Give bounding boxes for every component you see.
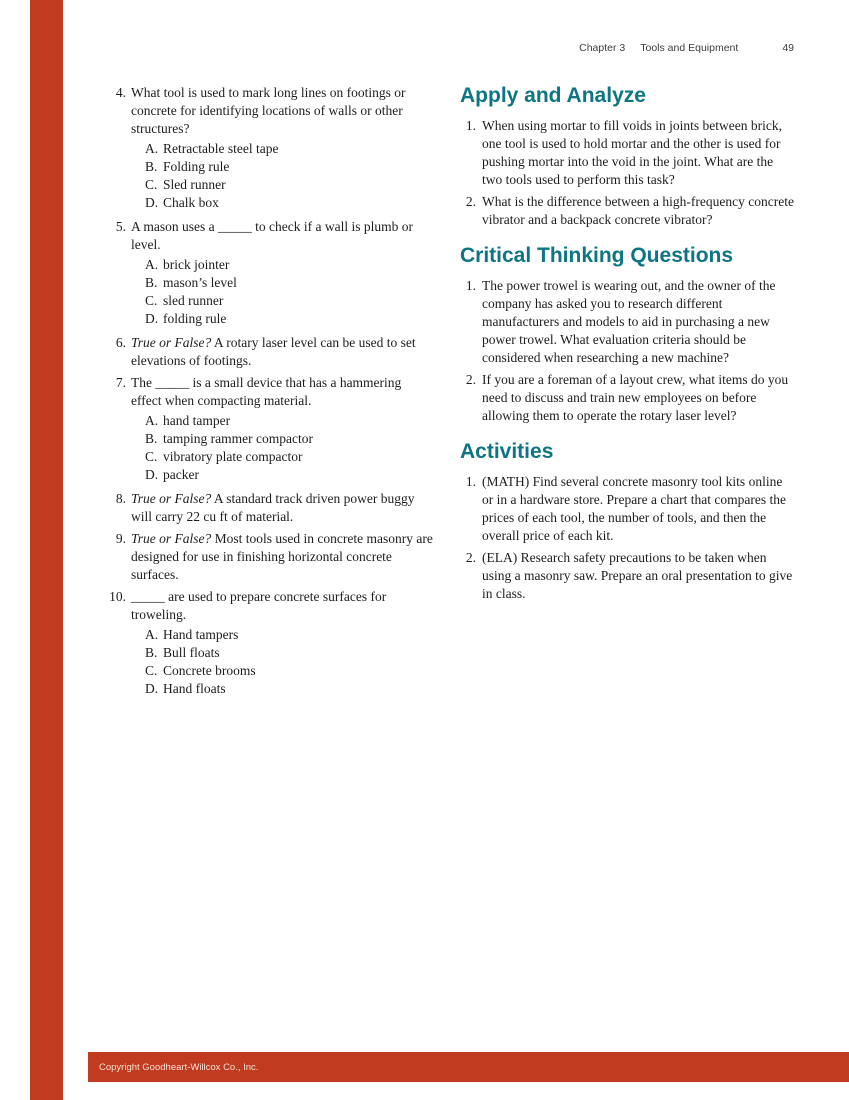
choice-text: brick jointer xyxy=(163,257,230,272)
chapter-label: Chapter 3 xyxy=(579,42,626,54)
question-text xyxy=(131,84,434,138)
item-text: (ELA) Research safety precautions to be taken when using a masonry saw. Prepare an oral presentation to give in class. xyxy=(482,550,793,601)
question-text-main: A standard track driven power buggy will carry 22 cu ft of material. xyxy=(131,491,415,524)
answer-choices xyxy=(145,140,434,212)
choice-letter: D. xyxy=(145,311,159,326)
question-number: 7. xyxy=(115,375,126,390)
question-item xyxy=(104,218,434,330)
answer-choice xyxy=(145,274,434,292)
item-number: 1. xyxy=(465,278,476,293)
question-number: 5. xyxy=(115,219,126,234)
choice-letter: B. xyxy=(145,431,158,446)
choice-letter: C. xyxy=(145,177,158,192)
left-accent-stripe xyxy=(30,0,63,1100)
choice-letter: B. xyxy=(145,159,158,174)
choice-text: sled runner xyxy=(163,293,224,308)
question-text xyxy=(131,218,434,254)
question-body xyxy=(131,530,434,584)
answer-choices xyxy=(145,256,434,328)
choice-letter: A. xyxy=(145,627,159,642)
page-content xyxy=(104,84,794,704)
choice-text: hand tamper xyxy=(163,413,231,428)
answer-choice xyxy=(145,292,434,310)
answer-choice xyxy=(145,140,434,158)
question-text-main: _____ are used to prepare concrete surfaces for troweling. xyxy=(131,589,387,622)
section-item xyxy=(460,473,794,545)
choice-text: tamping rammer compactor xyxy=(163,431,313,446)
section-item xyxy=(460,371,794,425)
answer-choice xyxy=(145,158,434,176)
answer-choice xyxy=(145,430,434,448)
question-item xyxy=(104,530,434,584)
question-body xyxy=(131,334,434,370)
item-text: (MATH) Find several concrete masonry tool kits online or in a hardware store. Prepare a chart that compares the prices of each tool, the number of tools, and then the overall price of each kit. xyxy=(482,474,786,543)
choice-letter: D. xyxy=(145,467,159,482)
question-item xyxy=(104,374,434,486)
answer-choices xyxy=(145,412,434,484)
choice-letter: D. xyxy=(145,681,159,696)
section-apply-and-analyze xyxy=(460,84,794,229)
choice-text: vibratory plate compactor xyxy=(163,449,303,464)
section-critical-thinking-questions xyxy=(460,244,794,425)
copyright-text: Copyright Goodheart-Willcox Co., Inc. xyxy=(99,1061,259,1073)
question-body xyxy=(131,218,434,330)
item-number: 1. xyxy=(465,474,476,489)
question-item xyxy=(104,84,434,214)
choice-text: Hand floats xyxy=(163,681,226,696)
page-header xyxy=(0,42,794,54)
answer-choice xyxy=(145,176,434,194)
question-body xyxy=(131,588,434,700)
question-number: 10. xyxy=(109,589,126,604)
question-text-main: The _____ is a small device that has a hammering effect when compacting material. xyxy=(131,375,402,408)
choice-text: Folding rule xyxy=(163,159,230,174)
answer-choices xyxy=(145,626,434,698)
question-text-main: A mason uses a _____ to check if a wall is plumb or level. xyxy=(131,219,413,252)
question-text-main: A rotary laser level can be used to set elevations of footings. xyxy=(131,335,416,368)
question-text-main: What tool is used to mark long lines on footings or concrete for identifying locations of walls or other structures? xyxy=(131,85,406,136)
choice-letter: A. xyxy=(145,257,159,272)
answer-choice xyxy=(145,448,434,466)
item-number: 2. xyxy=(465,372,476,387)
sections-column xyxy=(460,84,794,704)
answer-choice xyxy=(145,412,434,430)
item-text: When using mortar to fill voids in joints between brick, one tool is used to hold mortar and the other is used for pushing mortar into the void in the joint. What are the two tools used to perform this task? xyxy=(482,118,782,187)
answer-choice xyxy=(145,662,434,680)
choice-letter: C. xyxy=(145,293,158,308)
section-activities xyxy=(460,440,794,603)
choice-text: Retractable steel tape xyxy=(163,141,279,156)
question-number: 8. xyxy=(115,491,126,506)
question-text xyxy=(131,588,434,624)
choice-text: Bull floats xyxy=(163,645,220,660)
item-text: The power trowel is wearing out, and the owner of the company has asked you to research different manufacturers and models to aid in purchasing a new power trowel. What evaluation criteria should be considered when researching a new machine? xyxy=(482,278,776,365)
section-heading: Activities xyxy=(460,440,554,463)
question-text xyxy=(131,490,434,526)
choice-letter: C. xyxy=(145,663,158,678)
section-item xyxy=(460,193,794,229)
choice-letter: A. xyxy=(145,141,159,156)
question-text-main: Most tools used in concrete masonry are designed for use in finishing horizontal concrete surfaces. xyxy=(131,531,433,582)
question-text xyxy=(131,530,434,584)
chapter-title: Tools and Equipment xyxy=(640,42,739,54)
choice-text: folding rule xyxy=(163,311,227,326)
question-text xyxy=(131,334,434,370)
choice-text: Concrete brooms xyxy=(163,663,256,678)
section-item xyxy=(460,549,794,603)
answer-choice xyxy=(145,626,434,644)
section-heading: Critical Thinking Questions xyxy=(460,244,734,267)
choice-letter: B. xyxy=(145,645,158,660)
choice-text: Chalk box xyxy=(163,195,219,210)
question-item xyxy=(104,334,434,370)
answer-choice xyxy=(145,466,434,484)
question-body xyxy=(131,374,434,486)
question-item xyxy=(104,588,434,700)
question-text xyxy=(131,374,434,410)
choice-letter: C. xyxy=(145,449,158,464)
answer-choice xyxy=(145,194,434,212)
question-number: 9. xyxy=(115,531,126,546)
choice-text: mason’s level xyxy=(163,275,237,290)
section-heading: Apply and Analyze xyxy=(460,84,646,107)
question-item xyxy=(104,490,434,526)
footer-bar xyxy=(88,1052,849,1082)
item-number: 1. xyxy=(465,118,476,133)
question-body xyxy=(131,490,434,526)
choice-text: Hand tampers xyxy=(163,627,239,642)
question-body xyxy=(131,84,434,214)
item-number: 2. xyxy=(465,194,476,209)
page-number: 49 xyxy=(782,42,794,54)
choice-letter: D. xyxy=(145,195,159,210)
answer-choice xyxy=(145,256,434,274)
item-text: If you are a foreman of a layout crew, what items do you need to discuss and train new employees on before allowing them to operate the rotary laser level? xyxy=(482,372,789,423)
question-number: 4. xyxy=(115,85,126,100)
answer-choice xyxy=(145,680,434,698)
section-item xyxy=(460,117,794,189)
choice-text: packer xyxy=(163,467,199,482)
question-lead-italic: True or False? xyxy=(131,531,212,546)
item-text: What is the difference between a high-frequency concrete vibrator and a backpack concrete vibrator? xyxy=(482,194,794,227)
choice-letter: A. xyxy=(145,413,159,428)
choice-letter: B. xyxy=(145,275,158,290)
question-lead-italic: True or False? xyxy=(131,335,212,350)
item-number: 2. xyxy=(465,550,476,565)
question-number: 6. xyxy=(115,335,126,350)
choice-text: Sled runner xyxy=(163,177,226,192)
answer-choice xyxy=(145,310,434,328)
answer-choice xyxy=(145,644,434,662)
review-questions-column xyxy=(104,84,434,704)
question-lead-italic: True or False? xyxy=(131,491,212,506)
section-item xyxy=(460,277,794,367)
